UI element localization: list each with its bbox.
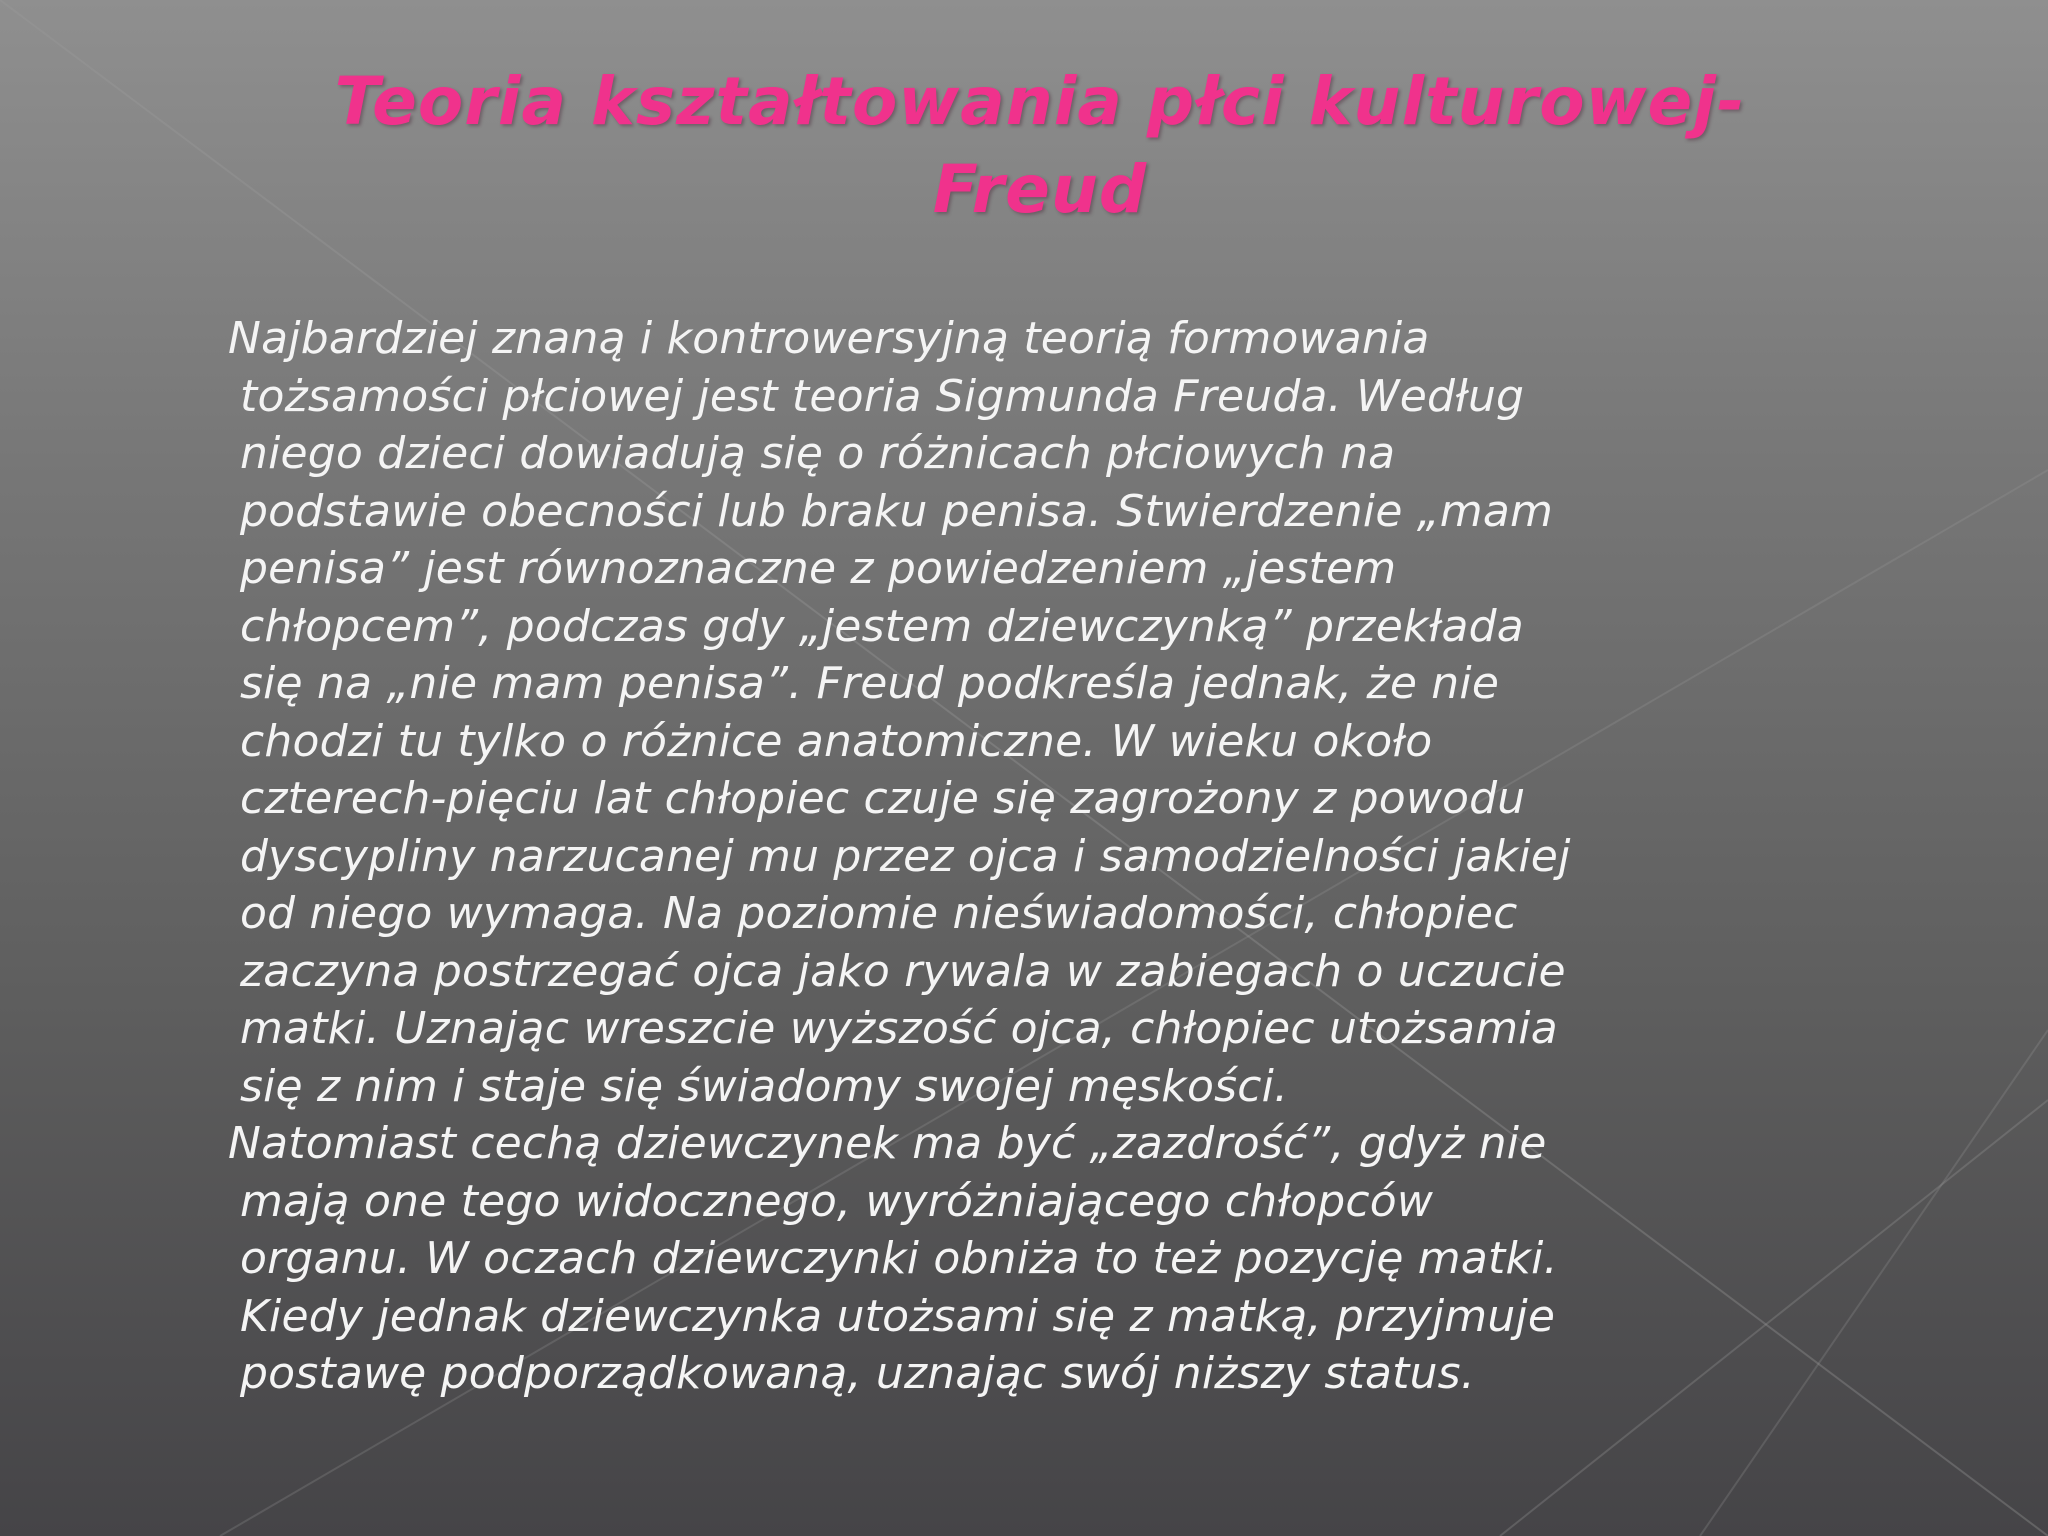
title-line: Freud (932, 151, 1148, 228)
text-line: chłopcem”, podczas gdy „jestem dziewczynką” przekłada (240, 600, 1524, 652)
text-line: organu. W oczach dziewczynki obniża to też pozycję matki. (240, 1233, 1558, 1284)
text-line: tożsamości płciowej jest teoria Sigmunda Freuda. Według (240, 370, 1525, 422)
text-line: zaczyna postrzegać ojca jako rywala w zabiegach o uczucie (240, 945, 1566, 997)
paragraph-1 (228, 310, 1868, 1115)
text-line: niego dzieci dowiadują się o różnicach płciowych na (240, 428, 1396, 479)
text-line: dyscypliny narzucanej mu przez ojca i samodzielności jakiej (240, 830, 1571, 882)
title-line: Teoria kształtowania płci kulturowej- (334, 63, 1746, 140)
text-line: Kiedy jednak dziewczynka utożsami się z matką, przyjmuje (240, 1290, 1556, 1342)
text-line: się z nim i staje się świadomy swojej męskości. (240, 1060, 1289, 1112)
text-line: postawę podporządkowaną, uznając swój niższy status. (240, 1348, 1475, 1399)
text-line: podstawie obecności lub braku penisa. Stwierdzenie „mam (240, 485, 1554, 537)
text-line: się na „nie mam penisa”. Freud podkreśla jednak, że nie (240, 658, 1500, 709)
text-line: chodzi tu tylko o różnice anatomiczne. W wieku około (240, 715, 1433, 767)
text-line: Natomiast cechą dziewczynek ma być „zazdrość”, gdyż nie (228, 1118, 1547, 1169)
text-line: penisa” jest równoznaczne z powiedzeniem „jestem (240, 543, 1397, 594)
text-line: mają one tego widocznego, wyróżniającego chłopców (240, 1175, 1434, 1227)
text-line: czterech-pięciu lat chłopiec czuje się zagrożony z powodu (240, 773, 1526, 824)
text-line: Najbardziej znaną i kontrowersyjną teorią formowania (228, 313, 1430, 364)
slide-title (180, 58, 1900, 234)
text-line: od niego wymaga. Na poziomie nieświadomości, chłopiec (240, 888, 1518, 939)
text-line: matki. Uznając wreszcie wyższość ojca, chłopiec utożsamia (240, 1003, 1558, 1054)
slide-body (228, 310, 1868, 1403)
paragraph-2 (228, 1115, 1868, 1403)
